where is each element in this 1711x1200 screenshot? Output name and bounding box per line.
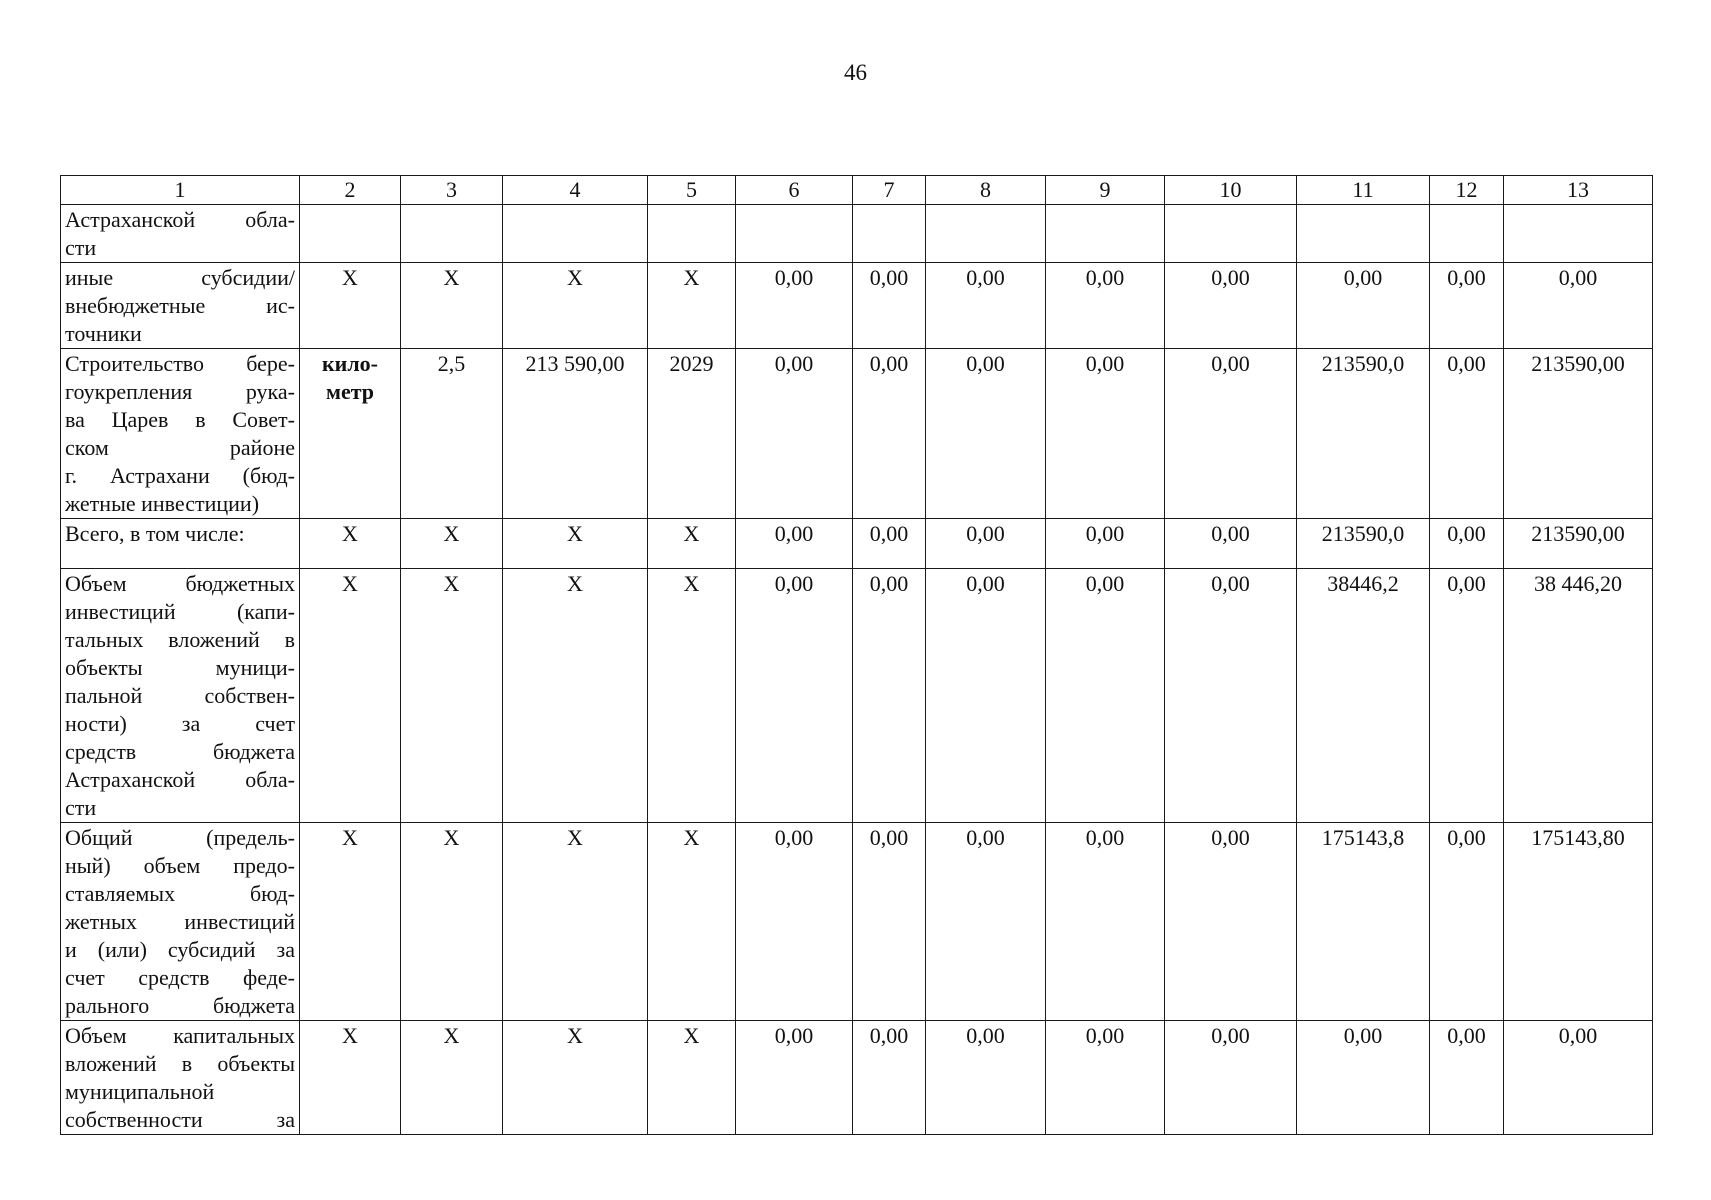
cell-col-4: 213 590,00	[503, 349, 648, 519]
cell-col-12	[1430, 205, 1504, 263]
row-label-line: сти	[65, 235, 97, 260]
column-number-7: 7	[853, 176, 926, 205]
cell-col-6: 0,00	[736, 569, 853, 823]
cell-col-2	[300, 205, 401, 263]
row-label-line: объекты муници-	[65, 655, 295, 680]
cell-col-12: 0,00	[1430, 349, 1504, 519]
cell-col-11: 175143,8	[1297, 823, 1430, 1021]
cell-col-2: кило- метр	[300, 349, 401, 519]
row-label-line: рального бюджета	[65, 993, 295, 1018]
cell-col-5	[648, 205, 736, 263]
table-row	[61, 349, 1653, 519]
cell-col-13: 38 446,20	[1504, 569, 1653, 823]
cell-col-4: Х	[503, 263, 648, 349]
cell-col-8: 0,00	[926, 569, 1046, 823]
cell-col-9: 0,00	[1046, 519, 1165, 569]
cell-col-8: 0,00	[926, 263, 1046, 349]
column-number-6: 6	[736, 176, 853, 205]
column-number-9: 9	[1046, 176, 1165, 205]
cell-col-9: 0,00	[1046, 263, 1165, 349]
cell-col-9: 0,00	[1046, 823, 1165, 1021]
cell-col-5: Х	[648, 263, 736, 349]
row-label-line: счет средств феде-	[65, 965, 295, 990]
cell-col-8: 0,00	[926, 349, 1046, 519]
cell-col-11: 213590,0	[1297, 349, 1430, 519]
cell-col-5: Х	[648, 519, 736, 569]
row-label-line: Объем бюджетных	[65, 571, 295, 596]
column-number-11: 11	[1297, 176, 1430, 205]
cell-col-11	[1297, 205, 1430, 263]
row-label-line: жетных инвестиций	[65, 909, 295, 934]
column-number-row	[61, 176, 1653, 205]
cell-col-13: 213590,00	[1504, 349, 1653, 519]
page-number: 46	[844, 60, 867, 85]
row-label-line: Астраханской обла-	[65, 207, 295, 232]
table-row	[61, 205, 1653, 263]
cell-col-13: 0,00	[1504, 1021, 1653, 1135]
cell-col-8: 0,00	[926, 823, 1046, 1021]
row-label-line: вложений в объекты	[65, 1051, 295, 1076]
cell-col-4: Х	[503, 823, 648, 1021]
row-label-line: Строительство бере-	[65, 351, 295, 376]
cell-col-6: 0,00	[736, 349, 853, 519]
cell-col-12: 0,00	[1430, 823, 1504, 1021]
column-number-4: 4	[503, 176, 648, 205]
row-label-line: средств бюджета	[65, 739, 295, 764]
cell-col-8: 0,00	[926, 519, 1046, 569]
cell-col-9: 0,00	[1046, 349, 1165, 519]
cell-col-10: 0,00	[1165, 349, 1297, 519]
cell-col-6: 0,00	[736, 823, 853, 1021]
row-label	[61, 263, 300, 349]
row-label-line: внебюджетные ис-	[65, 293, 295, 318]
row-label-line: ском районе	[65, 435, 295, 460]
cell-col-10	[1165, 205, 1297, 263]
cell-col-13: 175143,80	[1504, 823, 1653, 1021]
row-label-line: ный) объем предо-	[65, 853, 295, 878]
cell-col-13: 0,00	[1504, 263, 1653, 349]
cell-col-3: Х	[401, 263, 503, 349]
cell-col-10: 0,00	[1165, 569, 1297, 823]
cell-col-3: 2,5	[401, 349, 503, 519]
column-number-2: 2	[300, 176, 401, 205]
cell-col-13	[1504, 205, 1653, 263]
cell-col-3	[401, 205, 503, 263]
cell-col-6	[736, 205, 853, 263]
cell-col-2: Х	[300, 823, 401, 1021]
row-label	[61, 823, 300, 1021]
table-row	[61, 1021, 1653, 1135]
row-label-line: Объем капитальных	[65, 1023, 295, 1048]
row-label-line: инвестиций (капи-	[65, 599, 295, 624]
column-number-5: 5	[648, 176, 736, 205]
row-label-line: тальных вложений в	[65, 627, 295, 652]
row-label	[61, 205, 300, 263]
cell-col-4	[503, 205, 648, 263]
cell-col-12: 0,00	[1430, 569, 1504, 823]
cell-col-7: 0,00	[853, 519, 926, 569]
row-label-line: и (или) субсидий за	[65, 937, 295, 962]
budget-table	[60, 175, 1653, 1135]
row-label-line: Всего, в том числе:	[65, 521, 245, 546]
row-label-line: г. Астрахани (бюд-	[65, 463, 295, 488]
cell-col-5: Х	[648, 569, 736, 823]
cell-col-3: Х	[401, 519, 503, 569]
cell-col-4: Х	[503, 569, 648, 823]
row-label	[61, 569, 300, 823]
row-label-line: жетные инвестиции)	[65, 491, 260, 516]
table-row	[61, 823, 1653, 1021]
cell-col-4: Х	[503, 519, 648, 569]
cell-col-11: 0,00	[1297, 1021, 1430, 1135]
cell-col-12: 0,00	[1430, 519, 1504, 569]
cell-col-7	[853, 205, 926, 263]
cell-col-12: 0,00	[1430, 263, 1504, 349]
table-row	[61, 263, 1653, 349]
row-label-line: гоукрепления рука-	[65, 379, 295, 404]
cell-col-8: 0,00	[926, 1021, 1046, 1135]
cell-col-3: Х	[401, 823, 503, 1021]
cell-col-11: 213590,0	[1297, 519, 1430, 569]
row-label-line: собственности за	[65, 1107, 295, 1132]
cell-col-9: 0,00	[1046, 1021, 1165, 1135]
cell-col-6: 0,00	[736, 519, 853, 569]
cell-col-6: 0,00	[736, 263, 853, 349]
cell-col-6: 0,00	[736, 1021, 853, 1135]
column-number-1: 1	[61, 176, 300, 205]
row-label-line: ва Царев в Совет-	[65, 407, 295, 432]
cell-col-12: 0,00	[1430, 1021, 1504, 1135]
cell-col-3: Х	[401, 1021, 503, 1135]
row-label-line: ности) за счет	[65, 711, 295, 736]
cell-col-3: Х	[401, 569, 503, 823]
cell-col-7: 0,00	[853, 349, 926, 519]
row-label	[61, 349, 300, 519]
cell-col-2: Х	[300, 1021, 401, 1135]
cell-col-8	[926, 205, 1046, 263]
row-label	[61, 519, 300, 569]
cell-col-11: 0,00	[1297, 263, 1430, 349]
row-label-line: сти	[65, 795, 97, 820]
cell-col-10: 0,00	[1165, 263, 1297, 349]
row-label-line: ставляемых бюд-	[65, 881, 295, 906]
table-row	[61, 569, 1653, 823]
cell-col-5: Х	[648, 1021, 736, 1135]
cell-col-4: Х	[503, 1021, 648, 1135]
row-label-line: пальной собствен-	[65, 683, 295, 708]
cell-col-2: Х	[300, 263, 401, 349]
cell-col-13: 213590,00	[1504, 519, 1653, 569]
cell-col-10: 0,00	[1165, 1021, 1297, 1135]
column-number-8: 8	[926, 176, 1046, 205]
row-label-line: Общий (предель-	[65, 825, 295, 850]
cell-col-7: 0,00	[853, 823, 926, 1021]
cell-col-9	[1046, 205, 1165, 263]
cell-col-5: Х	[648, 823, 736, 1021]
cell-col-2: Х	[300, 519, 401, 569]
row-label	[61, 1021, 300, 1135]
column-number-3: 3	[401, 176, 503, 205]
cell-col-7: 0,00	[853, 569, 926, 823]
column-number-10: 10	[1165, 176, 1297, 205]
column-number-12: 12	[1430, 176, 1504, 205]
cell-col-7: 0,00	[853, 263, 926, 349]
cell-col-11: 38446,2	[1297, 569, 1430, 823]
cell-col-7: 0,00	[853, 1021, 926, 1135]
cell-col-10: 0,00	[1165, 823, 1297, 1021]
cell-col-2: Х	[300, 569, 401, 823]
column-number-13: 13	[1504, 176, 1653, 205]
row-label-line: точники	[65, 321, 142, 346]
table-row	[61, 519, 1653, 569]
row-label-line: муниципальной	[65, 1079, 215, 1104]
cell-col-9: 0,00	[1046, 569, 1165, 823]
row-label-line: Астраханской обла-	[65, 767, 295, 792]
row-label-line: иные субсидии/	[65, 265, 295, 290]
cell-col-10: 0,00	[1165, 519, 1297, 569]
cell-col-5: 2029	[648, 349, 736, 519]
